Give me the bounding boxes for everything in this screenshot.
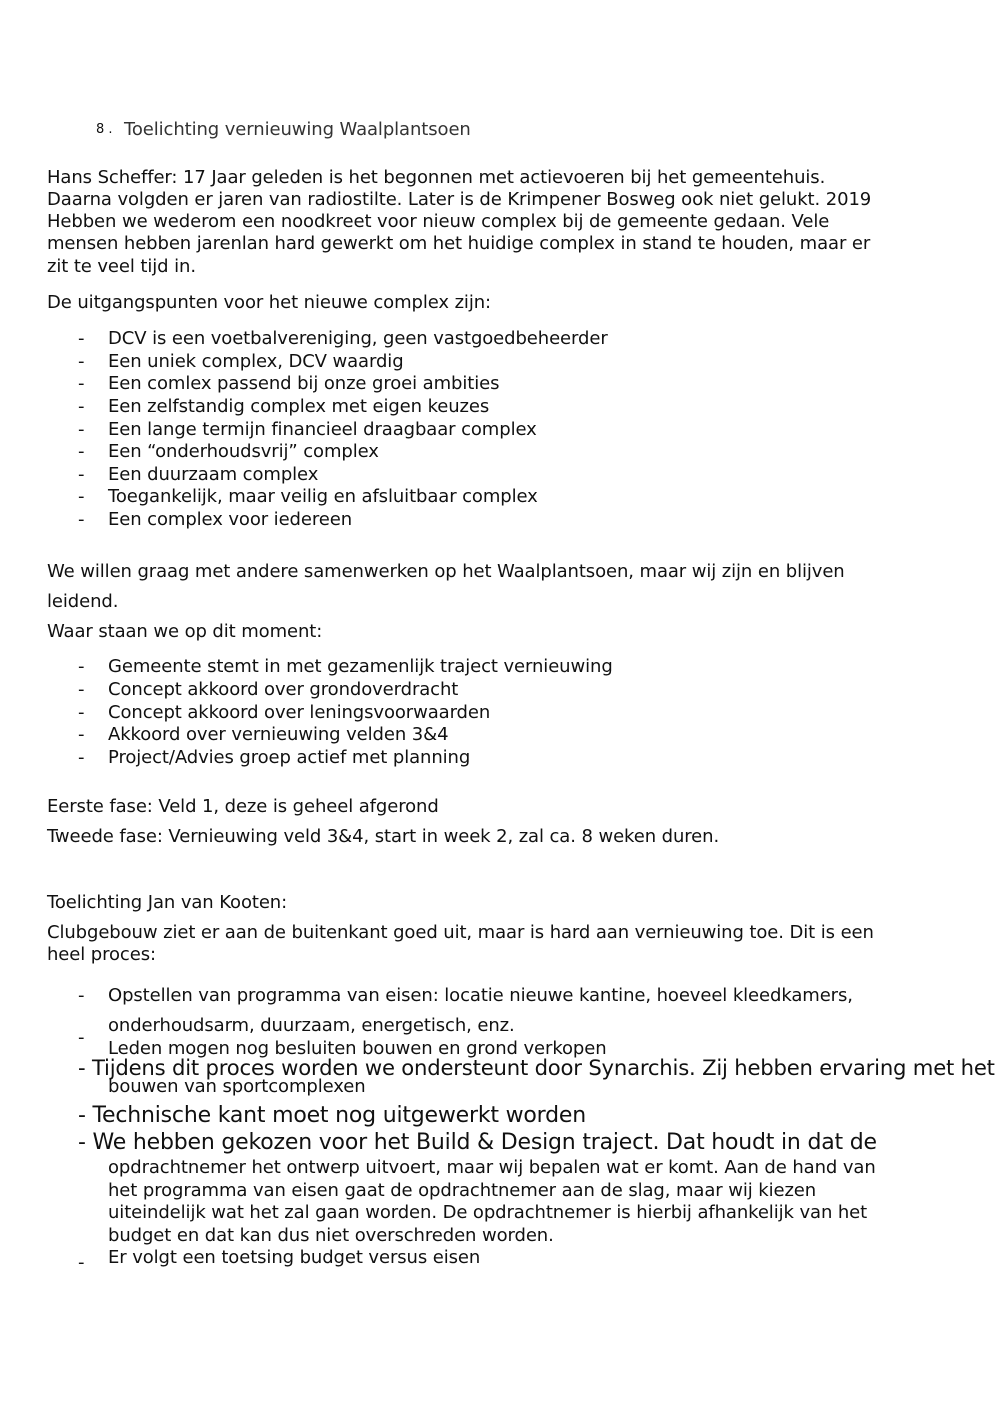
list-dash: - [78,396,85,417]
phase-one: Eerste fase: Veld 1, deze is geheel afgerond [47,796,439,817]
process-item-continuation: budget en dat kan dus niet overschreden worden. [108,1225,554,1246]
list-dash: - [78,441,85,462]
section-number: 8 . [96,122,113,137]
list-dash: - [78,351,85,372]
process-item-large: - Tijdens dit proces worden we ondersteunt door Synarchis. Zij hebben ervaring met het [78,1055,995,1080]
jan-intro-line: heel proces: [47,944,156,965]
list-dash: - [78,747,85,768]
process-item: Leden mogen nog besluiten bouwen en grond verkopen [108,1038,607,1059]
principle-item: Een complex voor iedereen [108,509,353,530]
status-item: Project/Advies groep actief met planning [108,747,471,768]
list-dash: - [78,486,85,507]
status-item: Gemeente stemt in met gezamenlijk traject vernieuwing [108,656,613,677]
process-item: Er volgt een toetsing budget versus eisen [108,1247,481,1268]
process-item-continuation: opdrachtnemer het ontwerp uitvoert, maar wij bepalen wat er komt. Aan de hand van [108,1157,876,1178]
list-dash: - [78,702,85,723]
intro-line: Hans Scheffer: 17 Jaar geleden is het begonnen met actievoeren bij het gemeentehuis. [47,167,826,188]
process-item-continuation: het programma van eisen gaat de opdrachtnemer aan de slag, maar wij kiezen [108,1180,817,1201]
process-item-continuation: onderhoudsarm, duurzaam, energetisch, enz. [108,1015,515,1036]
cooperation-line: leidend. [47,591,119,612]
list-dash: - [78,464,85,485]
intro-line: Hebben we wederom een noodkreet voor nieuw complex bij de gemeente gedaan. Vele [47,211,830,232]
process-item-large: - Technische kant moet nog uitgewerkt worden [78,1103,586,1128]
principles-title: De uitgangspunten voor het nieuwe complex zijn: [47,292,491,313]
status-item: Concept akkoord over grondoverdracht [108,679,459,700]
jan-title: Toelichting Jan van Kooten: [47,892,288,913]
process-item-continuation: bouwen van sportcomplexen [108,1076,366,1097]
status-title: Waar staan we op dit moment: [47,621,323,642]
list-dash: - [78,328,85,349]
status-item: Akkoord over vernieuwing velden 3&4 [108,724,449,745]
intro-line: zit te veel tijd in. [47,256,196,277]
intro-line: mensen hebben jarenlan hard gewerkt om het huidige complex in stand te houden, maar er [47,233,871,254]
phase-two: Tweede fase: Vernieuwing veld 3&4, start in week 2, zal ca. 8 weken duren. [47,826,720,847]
list-dash: - [78,1027,85,1048]
list-dash: - [78,419,85,440]
list-dash: - [78,373,85,394]
process-item: Opstellen van programma van eisen: locatie nieuwe kantine, hoeveel kleedkamers, [108,985,853,1006]
intro-line: Daarna volgden er jaren van radiostilte. Later is de Krimpener Bosweg ook niet gelukt. 2019 [47,189,872,210]
list-dash: - [78,985,85,1006]
list-dash: - [78,724,85,745]
cooperation-line: We willen graag met andere samenwerken op het Waalplantsoen, maar wij zijn en blijven [47,561,845,582]
principle-item: Een duurzaam complex [108,464,319,485]
list-dash: - [78,509,85,530]
list-dash: - [78,679,85,700]
status-item: Concept akkoord over leningsvoorwaarden [108,702,491,723]
principle-item: Een zelfstandig complex met eigen keuzes [108,396,490,417]
principle-item: Een lange termijn financieel draagbaar complex [108,419,537,440]
list-dash: - [78,656,85,677]
principle-item: Een comlex passend bij onze groei ambities [108,373,500,394]
list-dash: - [78,1252,85,1273]
principle-item: DCV is een voetbalvereniging, geen vastgoedbeheerder [108,328,608,349]
principle-item: Toegankelijk, maar veilig en afsluitbaar complex [108,486,538,507]
section-heading: Toelichting vernieuwing Waalplantsoen [124,119,471,140]
principle-item: Een uniek complex, DCV waardig [108,351,404,372]
process-item-large: - We hebben gekozen voor het Build & Design traject. Dat houdt in dat de [78,1130,877,1155]
process-item-continuation: uiteindelijk wat het zal gaan worden. De opdrachtnemer is hierbij afhankelijk van het [108,1202,868,1223]
jan-intro-line: Clubgebouw ziet er aan de buitenkant goed uit, maar is hard aan vernieuwing toe. Dit is een [47,922,874,943]
principle-item: Een “onderhoudsvrij” complex [108,441,379,462]
